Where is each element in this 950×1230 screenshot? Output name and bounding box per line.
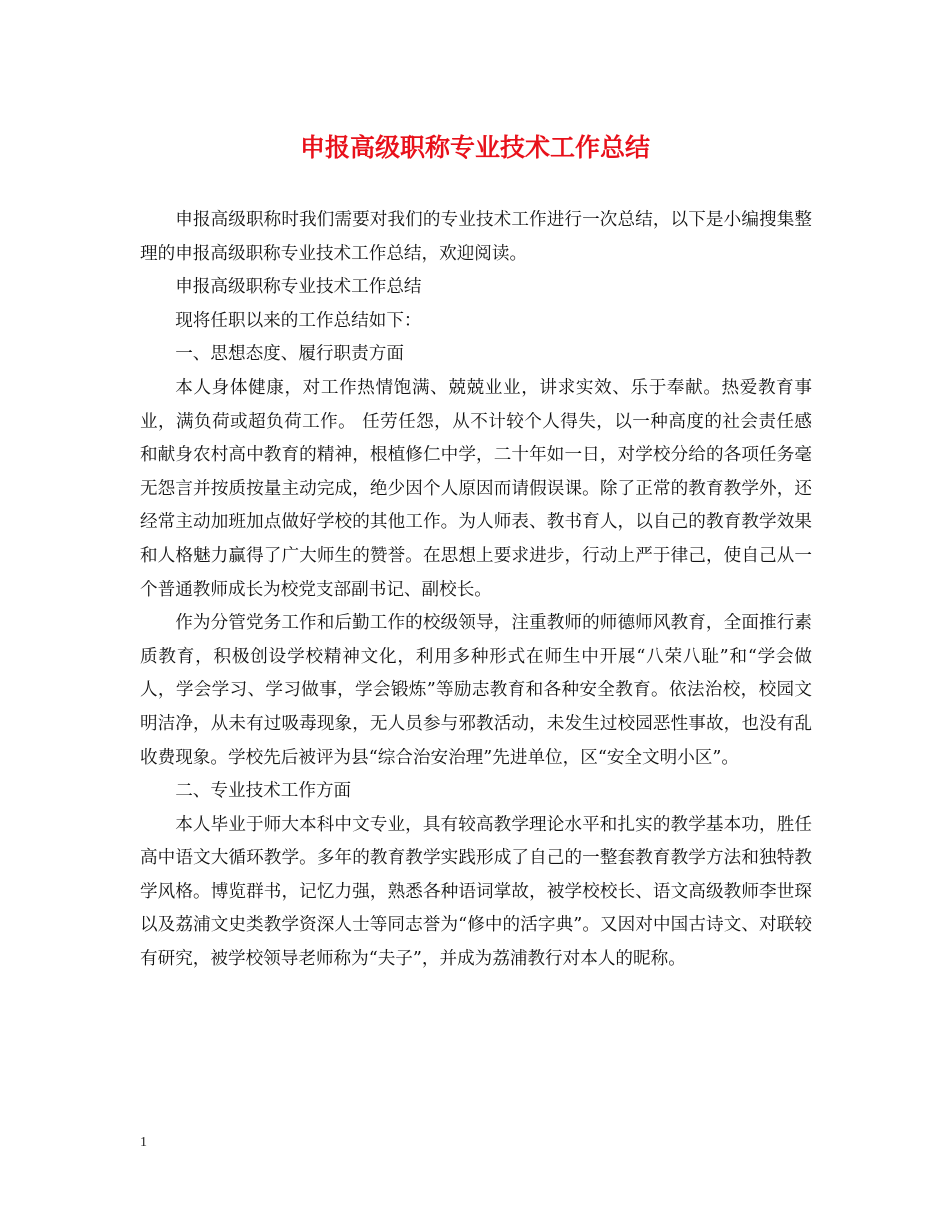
section-heading-2: 二、专业技术工作方面 [175, 781, 352, 802]
document-title: 申报高级职称专业技术工作总结 [299, 133, 650, 162]
subtitle-paragraph: 申报高级职称专业技术工作总结 [175, 277, 422, 298]
lead-in-paragraph: 现将任职以来的工作总结如下： [175, 310, 422, 331]
body-paragraph: 本人毕业于师大本科中文专业，具有较高教学理论水平和扎实的教学基本功，胜任高中语文大循环教学。多年的教育教学实践形成了自己的一整套教育教学方法和独特教学风格。博览群书，记忆力强，熟悉各种语词掌故，被学校校长、语文高级教师李世琛以及荔浦文史类教学资深人士等同志誉为“修中的活字典”。又因对中国古诗文、对联较有研究，被学校领导老师称为“夫子”，并成为荔浦教行对本人的昵称。 [140, 814, 812, 970]
intro-paragraph: 申报高级职称时我们需要对我们的专业技术工作进行一次总结，以下是小编搜集整理的申报高级职称专业技术工作总结，欢迎阅读。 [140, 210, 812, 264]
section-heading-1: 一、思想态度、履行职责方面 [175, 344, 404, 365]
body-paragraph: 作为分管党务工作和后勤工作的校级领导，注重教师的师德师风教育，全面推行素质教育，积极创设学校精神文化，利用多种形式在师生中开展“八荣八耻”和“学会做人，学会学习、学习做事，学会锻炼”等励志教育和各种安全教育。依法治校，校园文明洁净，从未有过吸毒现象，无人员参与邪教活动，未发生过校园恶性事故，也没有乱收费现象。学校先后被评为县“综合治安治理”先进单位，区“安全文明小区”。 [140, 613, 812, 768]
document-body [140, 204, 812, 977]
page-number: 1 [140, 1135, 147, 1150]
body-paragraph: 本人身体健康，对工作热情饱满、兢兢业业，讲求实效、乐于奉献。热爱教育事业，满负荷或超负荷工作。 任劳任怨，从不计较个人得失，以一种高度的社会责任感和献身农村高中教育的精神，根植修仁中学，二十年如一日，对学校分给的各项任务毫无怨言并按质按量主动完成，绝少因个人原因而请假误课。除了正常的教育教学外，还经常主动加班加点做好学校的其他工作。为人师表、教书育人，以自己的教育教学效果和人格魅力赢得了广大师生的赞誉。在思想上要求进步，行动上严于律己，使自己从一个普通教师成长为校党支部副书记、副校长。 [140, 377, 812, 600]
